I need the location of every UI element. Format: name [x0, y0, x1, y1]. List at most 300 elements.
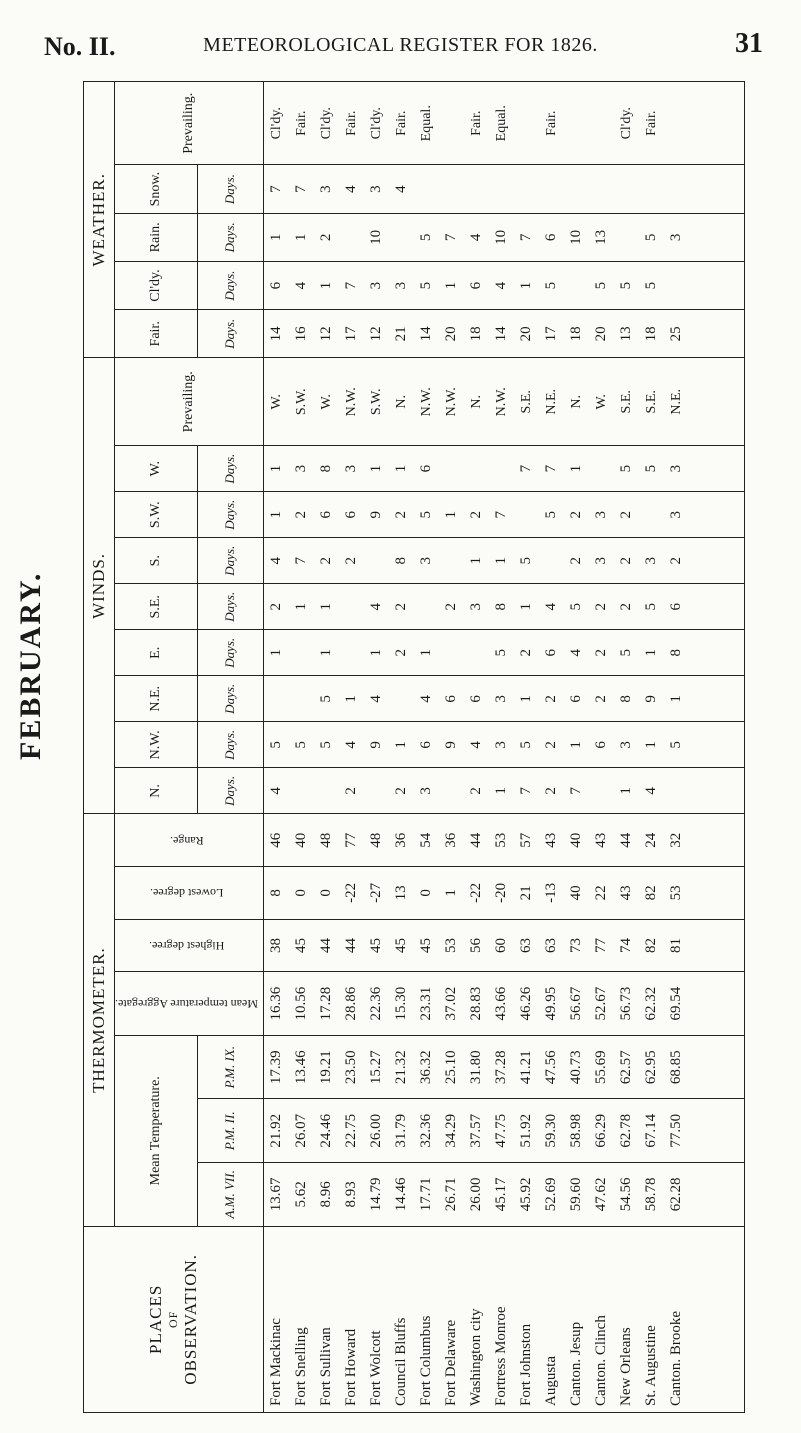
- vii-cell: 47.62: [592, 1177, 609, 1212]
- w-cell: 1: [267, 464, 284, 473]
- places-cell: New Orleans: [617, 1327, 634, 1406]
- fair-days-cell: 17: [542, 326, 559, 342]
- n-cell: 1: [617, 787, 634, 795]
- cldy-days-cell: [564, 262, 589, 309]
- e-cell: 2: [517, 649, 534, 657]
- mean-agg-cell: 23.31: [417, 986, 434, 1021]
- ne-cell: 1: [342, 695, 359, 703]
- nw-cell: 9: [442, 741, 459, 749]
- sw-cell: 9: [367, 510, 384, 519]
- places-cell: Canton. Brooke: [667, 1311, 684, 1406]
- range-cell: 32: [667, 832, 684, 848]
- prevailing-weather-cell: Fair.: [643, 110, 659, 136]
- mean-agg-cell: 69.54: [667, 986, 684, 1021]
- rain-days-cell: [389, 214, 414, 261]
- range-cell: 36: [392, 832, 409, 848]
- ix-cell: 13.46: [292, 1050, 309, 1085]
- ix-cell: 68.85: [667, 1050, 684, 1085]
- winds-header: WINDS.: [84, 358, 115, 814]
- prevailing-weather-cell: [564, 82, 589, 164]
- fair-days-cell: 20: [517, 326, 534, 342]
- ne-cell: [389, 676, 414, 721]
- s-header: S.: [115, 538, 198, 584]
- plate-number: No. II.: [44, 32, 116, 61]
- n-cell: [314, 768, 339, 813]
- nw-cell: 5: [667, 741, 684, 749]
- month-label: FEBRUARY.: [14, 571, 47, 760]
- nw-cell: 9: [367, 741, 384, 749]
- sw-days: Days.: [198, 492, 264, 538]
- w-cell: 5: [642, 464, 659, 473]
- thermometer-header: THERMOMETER.: [84, 814, 115, 1226]
- mean-agg-cell: 28.83: [467, 986, 484, 1021]
- ii-cell: 21.92: [267, 1113, 284, 1148]
- e-cell: 5: [617, 649, 634, 657]
- highest-header: Highest degree.: [115, 919, 264, 972]
- snow-header: Snow.: [115, 165, 198, 213]
- rain-days-cell: 5: [642, 233, 659, 242]
- highest-cell: 56: [467, 938, 484, 954]
- e-cell: 1: [642, 649, 659, 657]
- w-cell: 7: [542, 464, 559, 473]
- ix-cell: 17.39: [267, 1050, 284, 1085]
- ne-cell: 3: [492, 695, 509, 703]
- mean-agg-cell: 17.28: [317, 986, 334, 1021]
- mean-agg-column: [263, 972, 744, 1036]
- nw-cell: 2: [542, 741, 559, 749]
- e-cell: 4: [567, 649, 584, 657]
- places-cell: Augusta: [542, 1356, 559, 1406]
- nw-cell: 5: [517, 741, 534, 749]
- highest-cell: 77: [592, 938, 609, 954]
- ii-cell: 37.57: [467, 1113, 484, 1148]
- fair-days-cell: 12: [367, 326, 384, 342]
- sw-cell: 1: [267, 510, 284, 519]
- ii-cell: 22.75: [342, 1113, 359, 1148]
- prevailing-wind-cell: W.: [593, 394, 609, 410]
- highest-cell: 82: [642, 938, 659, 954]
- se-cell: [414, 584, 439, 629]
- sw-cell: 3: [592, 510, 609, 519]
- ne-cell: 2: [542, 695, 559, 703]
- s-cell: 3: [417, 556, 434, 565]
- places-cell: Canton. Clinch: [592, 1315, 609, 1406]
- range-cell: 40: [292, 832, 309, 848]
- s-cell: [364, 538, 389, 583]
- lowest-cell: 43: [617, 885, 634, 901]
- prevailing-wind-cell: S.E.: [643, 390, 659, 414]
- highest-cell: 44: [342, 938, 359, 954]
- lowest-cell: 22: [592, 885, 609, 901]
- ix-cell: 31.80: [467, 1050, 484, 1085]
- nw-cell: 1: [642, 741, 659, 749]
- ii-cell: 59.30: [542, 1113, 559, 1148]
- lowest-column: [263, 867, 744, 920]
- prevailing-wind-column: [263, 358, 744, 446]
- e-cell: 5: [492, 649, 509, 657]
- highest-cell: 44: [317, 938, 334, 954]
- range-cell: 24: [642, 832, 659, 848]
- n-cell: 2: [467, 787, 484, 795]
- n-cell: 4: [267, 787, 284, 795]
- ii-cell: 66.29: [592, 1113, 609, 1148]
- snow-days-cell: 4: [392, 185, 409, 193]
- rain-days-cell: 1: [267, 233, 284, 242]
- se-cell: 2: [592, 603, 609, 611]
- ne-cell: 6: [442, 695, 459, 703]
- n-cell: 7: [517, 787, 534, 795]
- snow-days-cell: [514, 165, 539, 212]
- places-cell: Fort Columbus: [417, 1315, 434, 1406]
- vii-cell: 26.00: [467, 1177, 484, 1212]
- sw-header: S.W.: [115, 492, 198, 538]
- n-cell: [364, 768, 389, 813]
- fair-days-cell: 18: [467, 326, 484, 342]
- fair-days-cell: 18: [642, 326, 659, 342]
- range-cell: 48: [317, 832, 334, 848]
- n-column: [263, 768, 744, 814]
- highest-cell: 53: [442, 938, 459, 954]
- ne-days: Days.: [198, 676, 264, 722]
- prevailing-wind-cell: N.: [568, 394, 584, 409]
- se-cell: 1: [317, 603, 334, 611]
- places-cell: Fort Mackinac: [267, 1318, 284, 1406]
- fair-days-cell: 20: [442, 326, 459, 342]
- nw-cell: 4: [342, 741, 359, 749]
- se-cell: 5: [642, 603, 659, 611]
- range-column: [263, 814, 744, 867]
- fair-days: Days.: [198, 310, 264, 358]
- sw-cell: 5: [542, 510, 559, 519]
- vii-cell: 14.46: [392, 1177, 409, 1212]
- e-cell: 1: [317, 649, 334, 657]
- w-cell: [464, 446, 489, 491]
- se-header: S.E.: [115, 584, 198, 630]
- lowest-cell: -22: [342, 882, 359, 903]
- se-cell: 4: [367, 603, 384, 611]
- rain-header: Rain.: [115, 213, 198, 261]
- s-cell: 2: [617, 556, 634, 565]
- lowest-cell: 13: [392, 885, 409, 901]
- e-cell: 1: [417, 649, 434, 657]
- nw-cell: 6: [592, 741, 609, 749]
- snow-days-cell: 3: [367, 185, 384, 193]
- s-cell: 7: [292, 556, 309, 565]
- snow-days-cell: [639, 165, 664, 212]
- e-cell: [464, 630, 489, 675]
- e-cell: [339, 630, 364, 675]
- lowest-header: Lowest degree.: [115, 867, 264, 920]
- places-cell: Fort Snelling: [292, 1327, 309, 1406]
- e-cell: 1: [267, 649, 284, 657]
- nw-days: Days.: [198, 722, 264, 768]
- vii-cell: 8.93: [342, 1181, 359, 1208]
- w-cell: 6: [417, 464, 434, 473]
- range-cell: 43: [592, 832, 609, 848]
- mean-agg-cell: 10.56: [292, 986, 309, 1021]
- cldy-days-cell: 5: [642, 281, 659, 290]
- rain-days-cell: 10: [492, 229, 509, 245]
- lowest-cell: 8: [267, 889, 284, 897]
- snow-days-cell: [664, 165, 689, 212]
- ne-cell: 6: [567, 695, 584, 703]
- prevailing-weather-header: Prevailing.: [115, 82, 264, 165]
- cldy-days-cell: 5: [542, 281, 559, 290]
- rain-days-cell: 4: [467, 233, 484, 242]
- s-cell: 1: [492, 556, 509, 565]
- observation-label: OBSERVATION.: [180, 1253, 200, 1385]
- snow-days-cell: [439, 165, 464, 212]
- fair-days-cell: 14: [417, 326, 434, 342]
- mean-agg-cell: 28.86: [342, 986, 359, 1021]
- w-cell: [589, 446, 614, 491]
- fair-days-cell: 21: [392, 326, 409, 342]
- highest-cell: 81: [667, 938, 684, 954]
- ix-cell: 15.27: [367, 1050, 384, 1085]
- lowest-cell: 53: [667, 885, 684, 901]
- nw-header: N.W.: [115, 722, 198, 768]
- snow-days-cell: 7: [267, 185, 284, 193]
- nw-cell: 4: [467, 741, 484, 749]
- ix-cell: 41.21: [517, 1050, 534, 1085]
- ix-cell: 25.10: [442, 1050, 459, 1085]
- mean-agg-header: Mean temperature Aggregate.: [115, 972, 264, 1036]
- ii-cell: 77.50: [667, 1113, 684, 1148]
- cldy-days-cell: [664, 262, 689, 309]
- highest-cell: 45: [367, 938, 384, 954]
- lowest-cell: 0: [417, 889, 434, 897]
- ne-cell: 2: [592, 695, 609, 703]
- range-cell: 44: [467, 832, 484, 848]
- range-cell: 54: [417, 832, 434, 848]
- rain-days-cell: 10: [367, 229, 384, 245]
- lowest-cell: 40: [567, 885, 584, 901]
- se-cell: 2: [267, 603, 284, 611]
- fair-column: [263, 310, 744, 358]
- cldy-days-cell: 3: [392, 281, 409, 290]
- places-cell: Canton. Jesup: [567, 1321, 584, 1406]
- rain-days-cell: [339, 214, 364, 261]
- ix-cell: 37.28: [492, 1050, 509, 1085]
- e-column: [263, 630, 744, 676]
- am-header: A.M. VII.: [198, 1163, 264, 1227]
- range-cell: 77: [342, 832, 359, 848]
- fair-days-cell: 14: [492, 326, 509, 342]
- w-cell: 3: [292, 464, 309, 473]
- snow-days-cell: [614, 165, 639, 212]
- range-cell: 57: [517, 832, 534, 848]
- fair-days-cell: 13: [617, 326, 634, 342]
- s-cell: 2: [317, 556, 334, 565]
- n-cell: 4: [642, 787, 659, 795]
- sw-cell: 5: [417, 510, 434, 519]
- prevailing-wind-cell: S.E.: [618, 390, 634, 414]
- se-cell: 5: [567, 603, 584, 611]
- vii-cell: 62.28: [667, 1177, 684, 1212]
- fair-days-cell: 14: [267, 326, 284, 342]
- highest-cell: 45: [392, 938, 409, 954]
- snow-days-cell: [414, 165, 439, 212]
- se-cell: 2: [392, 603, 409, 611]
- w-cell: [489, 446, 514, 491]
- ii-cell: 26.00: [367, 1113, 384, 1148]
- places-cell: Fortress Monroe: [492, 1306, 509, 1406]
- vii-cell: 58.78: [642, 1177, 659, 1212]
- ii-cell: 47.75: [492, 1113, 509, 1148]
- w-cell: 1: [567, 464, 584, 473]
- se-cell: 2: [442, 603, 459, 611]
- rain-days-cell: 1: [292, 233, 309, 242]
- highest-column: [263, 919, 744, 972]
- highest-cell: 45: [292, 938, 309, 954]
- places-cell: Fort Sullivan: [317, 1327, 334, 1406]
- cldy-days-cell: 3: [367, 281, 384, 290]
- n-cell: 2: [342, 787, 359, 795]
- mean-agg-cell: 56.73: [617, 986, 634, 1021]
- nw-column: [263, 722, 744, 768]
- weather-header: WEATHER.: [84, 82, 115, 358]
- nw-cell: 3: [492, 741, 509, 749]
- e-cell: 2: [592, 649, 609, 657]
- w-header: W.: [115, 446, 198, 492]
- ii-cell: 26.07: [292, 1113, 309, 1148]
- sw-cell: 2: [617, 510, 634, 519]
- n-cell: 7: [567, 787, 584, 795]
- lowest-cell: -27: [367, 882, 384, 903]
- ne-header: N.E.: [115, 676, 198, 722]
- n-header: N.: [115, 768, 198, 814]
- e-cell: [289, 630, 314, 675]
- vii-cell: 13.67: [267, 1177, 284, 1212]
- cldy-days-cell: 1: [317, 281, 334, 290]
- mean-agg-cell: 62.32: [642, 986, 659, 1021]
- prevailing-weather-cell: Fair.: [543, 110, 559, 136]
- w-column: [263, 446, 744, 492]
- n-days: Days.: [198, 768, 264, 814]
- ix-cell: 62.95: [642, 1050, 659, 1085]
- prevailing-weather-cell: Cl'dy.: [618, 107, 634, 140]
- se-cell: 6: [667, 603, 684, 611]
- vii-cell: 54.56: [617, 1177, 634, 1212]
- w-cell: [439, 446, 464, 491]
- ix-cell: 62.57: [617, 1050, 634, 1085]
- rain-days-cell: 10: [567, 229, 584, 245]
- sw-cell: 6: [342, 510, 359, 519]
- prevailing-wind-cell: N.W.: [443, 387, 459, 417]
- places-cell: Fort Howard: [342, 1328, 359, 1406]
- lowest-cell: -22: [467, 882, 484, 903]
- prevailing-weather-cell: Fair.: [393, 110, 409, 136]
- nw-cell: 3: [617, 741, 634, 749]
- rain-days-cell: 7: [442, 233, 459, 242]
- nw-cell: 5: [267, 741, 284, 749]
- lowest-cell: 82: [642, 885, 659, 901]
- nw-cell: 1: [567, 741, 584, 749]
- prevailing-wind-cell: W.: [268, 394, 284, 410]
- fair-days-cell: 25: [667, 326, 684, 342]
- page-title: METEOROLOGICAL REGISTER FOR 1826.: [203, 34, 598, 56]
- n-cell: [589, 768, 614, 813]
- cldy-days-cell: 5: [417, 281, 434, 290]
- e-cell: 6: [542, 649, 559, 657]
- rain-days-cell: 6: [542, 233, 559, 242]
- cldy-days-cell: 4: [292, 281, 309, 290]
- s-cell: 1: [467, 556, 484, 565]
- places-header: [84, 1226, 264, 1412]
- cldy-days-cell: 5: [592, 281, 609, 290]
- range-cell: 40: [567, 832, 584, 848]
- w-cell: 3: [342, 464, 359, 473]
- cldy-days-cell: 1: [517, 281, 534, 290]
- lowest-cell: 0: [317, 889, 334, 897]
- prevailing-weather-cell: Cl'dy.: [318, 107, 334, 140]
- w-cell: 3: [667, 464, 684, 473]
- nw-cell: 6: [417, 741, 434, 749]
- snow-days-cell: [564, 165, 589, 212]
- range-cell: 43: [542, 832, 559, 848]
- ix-cell: 47.56: [542, 1050, 559, 1085]
- range-cell: 53: [492, 832, 509, 848]
- mean-agg-cell: 43.66: [492, 986, 509, 1021]
- sw-cell: 2: [392, 510, 409, 519]
- se-cell: 1: [292, 603, 309, 611]
- w-days: Days.: [198, 446, 264, 492]
- ne-cell: [289, 676, 314, 721]
- mean-agg-cell: 49.95: [542, 986, 559, 1021]
- prevailing-weather-cell: [439, 82, 464, 164]
- s-cell: [439, 538, 464, 583]
- lowest-cell: 0: [292, 889, 309, 897]
- prevailing-weather-cell: Fair.: [343, 110, 359, 136]
- s-cell: 5: [517, 556, 534, 565]
- highest-cell: 63: [542, 938, 559, 954]
- se-cell: [339, 584, 364, 629]
- vii-cell: 8.96: [317, 1181, 334, 1208]
- cldy-days-cell: 7: [342, 281, 359, 290]
- prevailing-wind-cell: N.W.: [493, 387, 509, 417]
- places-label: PLACES: [145, 1284, 165, 1354]
- cldy-days-cell: 4: [492, 281, 509, 290]
- prevailing-weather-cell: [589, 82, 614, 164]
- ix-cell: 55.69: [592, 1050, 609, 1085]
- nw-cell: 1: [392, 741, 409, 749]
- ne-cell: [264, 676, 289, 721]
- rain-days-cell: 3: [667, 233, 684, 242]
- register-table-rotated: [83, 81, 745, 1413]
- sw-cell: 6: [317, 510, 334, 519]
- fair-days-cell: 18: [567, 326, 584, 342]
- n-cell: 2: [542, 787, 559, 795]
- ii-cell: 67.14: [642, 1113, 659, 1148]
- vii-cell: 17.71: [417, 1177, 434, 1212]
- sw-cell: 2: [467, 510, 484, 519]
- ne-cell: 1: [517, 695, 534, 703]
- ii-cell: 58.98: [567, 1113, 584, 1148]
- prevailing-wind-cell: S.W.: [293, 388, 309, 416]
- prevailing-wind-cell: N.E.: [668, 388, 684, 415]
- nw-cell: 5: [317, 741, 334, 749]
- n-cell: [439, 768, 464, 813]
- vii-column: [263, 1163, 744, 1227]
- se-column: [263, 584, 744, 630]
- snow-days-cell: 3: [317, 185, 334, 193]
- fair-days-cell: 12: [317, 326, 334, 342]
- s-cell: 2: [567, 556, 584, 565]
- prevailing-wind-cell: N.W.: [418, 387, 434, 417]
- range-cell: 48: [367, 832, 384, 848]
- range-cell: 36: [442, 832, 459, 848]
- pm-ix-header: P.M. IX.: [198, 1035, 264, 1099]
